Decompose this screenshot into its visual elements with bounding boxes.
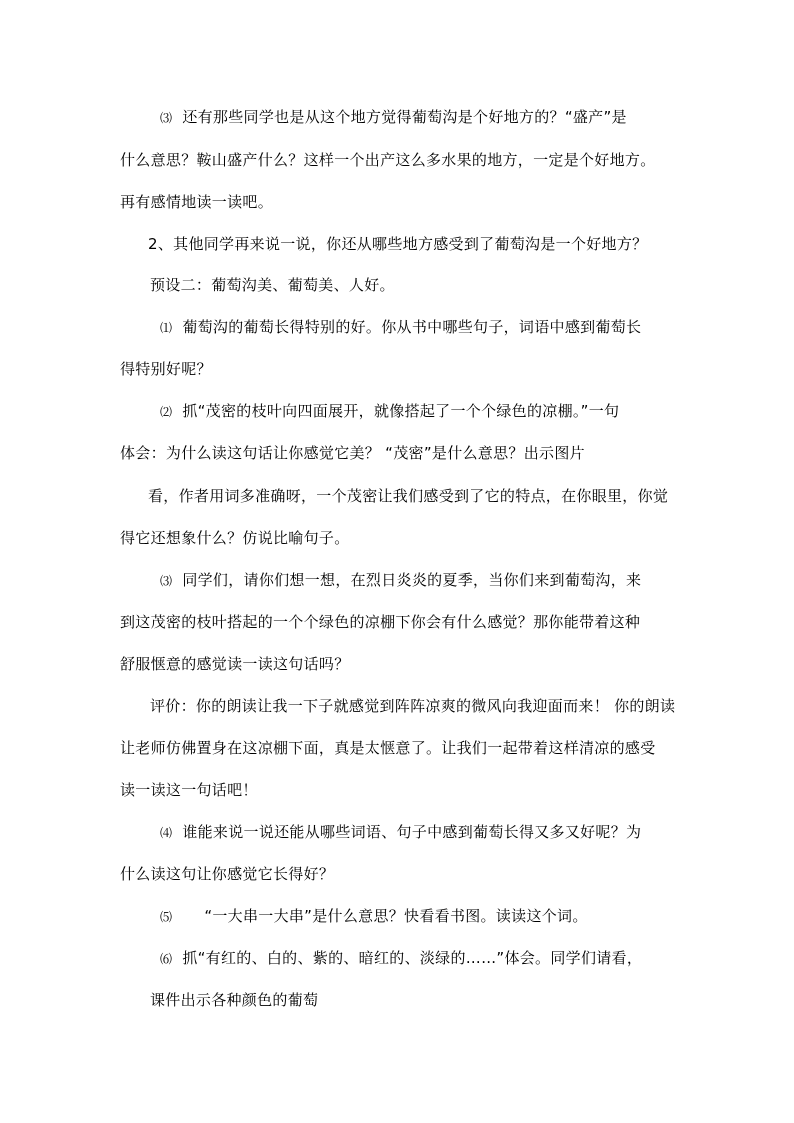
- paragraph-4-line-1: [160, 317, 641, 338]
- text: 谁能来说一说还能从哪些词语、句子中感到葡萄长得又多又好呢？为: [182, 823, 642, 841]
- paragraph-1-line-1: [160, 107, 627, 128]
- paragraph-8-line-2: 什么读这句让你感觉它长得好？: [120, 865, 335, 883]
- paragraph-5-line-3: 看，作者用词多准确呀，一个茂密让我们感受到了它的特点，在你眼里，你觉: [148, 487, 669, 505]
- paragraph-2-line-1: 2、其他同学再来说一说，你还从哪些地方感受到了葡萄沟是一个好地方？: [148, 235, 648, 253]
- paragraph-8-line-1: [160, 822, 641, 843]
- item-number: ⑸: [160, 910, 173, 924]
- paragraph-6-line-3: 舒服惬意的感觉读一读这句话吗？: [120, 655, 350, 673]
- text: 同学们，请你们想一想，在烈日炎炎的夏季，当你们来到葡萄沟，来: [182, 571, 642, 589]
- item-number: ⑴: [160, 321, 173, 335]
- item-number: ⑶: [160, 111, 173, 125]
- paragraph-1-line-2: 什么意思？鞍山盛产什么？这样一个出产这么多水果的地方，一定是个好地方。: [120, 151, 656, 169]
- item-number: ⑶: [160, 574, 173, 588]
- paragraph-6-line-1: [160, 570, 641, 591]
- paragraph-3-line-1: 预设二：葡萄沟美、葡萄美、人好。: [150, 276, 395, 294]
- paragraph-5-line-2: 体会：为什么读这句话让你感觉它美？ “茂密”是什么意思？出示图片: [120, 444, 585, 462]
- text: 还有那些同学也是从这个地方觉得葡萄沟是个好地方的？“盛产”是: [182, 108, 627, 126]
- paragraph-7-line-1: 评价：你的朗读让我一下子就感觉到阵阵凉爽的微风向我迎面而来！ 你的朗读: [150, 697, 676, 715]
- text: 抓“有红的、白的、紫的、暗红的、淡绿的……”体会。同学们请看，: [182, 949, 643, 967]
- paragraph-9-line-1: [160, 906, 588, 927]
- paragraph-7-line-2: 让老师仿佛置身在这凉棚下面，真是太惬意了。让我们一起带着这样清凉的感受: [120, 739, 656, 757]
- paragraph-5-line-4: 得它还想象什么？仿说比喻句子。: [120, 529, 350, 547]
- paragraph-10-line-2: 课件出示各种颜色的葡萄: [150, 991, 319, 1009]
- paragraph-7-line-3: 读一读这一句话吧！: [120, 781, 258, 799]
- paragraph-4-line-2: 得特别好呢？: [120, 360, 212, 378]
- item-number: ⑵: [160, 405, 173, 419]
- text: 抓“茂密的枝叶向四面展开，就像搭起了一个个绿色的凉棚。”一句: [182, 402, 620, 420]
- paragraph-5-line-1: [160, 401, 619, 422]
- paragraph-6-line-2: 到这茂密的枝叶搭起的一个个绿色的凉棚下你会有什么感觉？那你能带着这种: [120, 613, 641, 631]
- text: “一大串一大串”是什么意思？快看看书图。读读这个词。: [204, 907, 588, 925]
- paragraph-1-line-3: 再有感情地读一读吧。: [120, 193, 274, 211]
- item-number: ⑷: [160, 826, 173, 840]
- item-number: ⑹: [160, 952, 173, 966]
- paragraph-10-line-1: [160, 948, 642, 969]
- text: 葡萄沟的葡萄长得特别的好。你从书中哪些句子，词语中感到葡萄长: [182, 318, 642, 336]
